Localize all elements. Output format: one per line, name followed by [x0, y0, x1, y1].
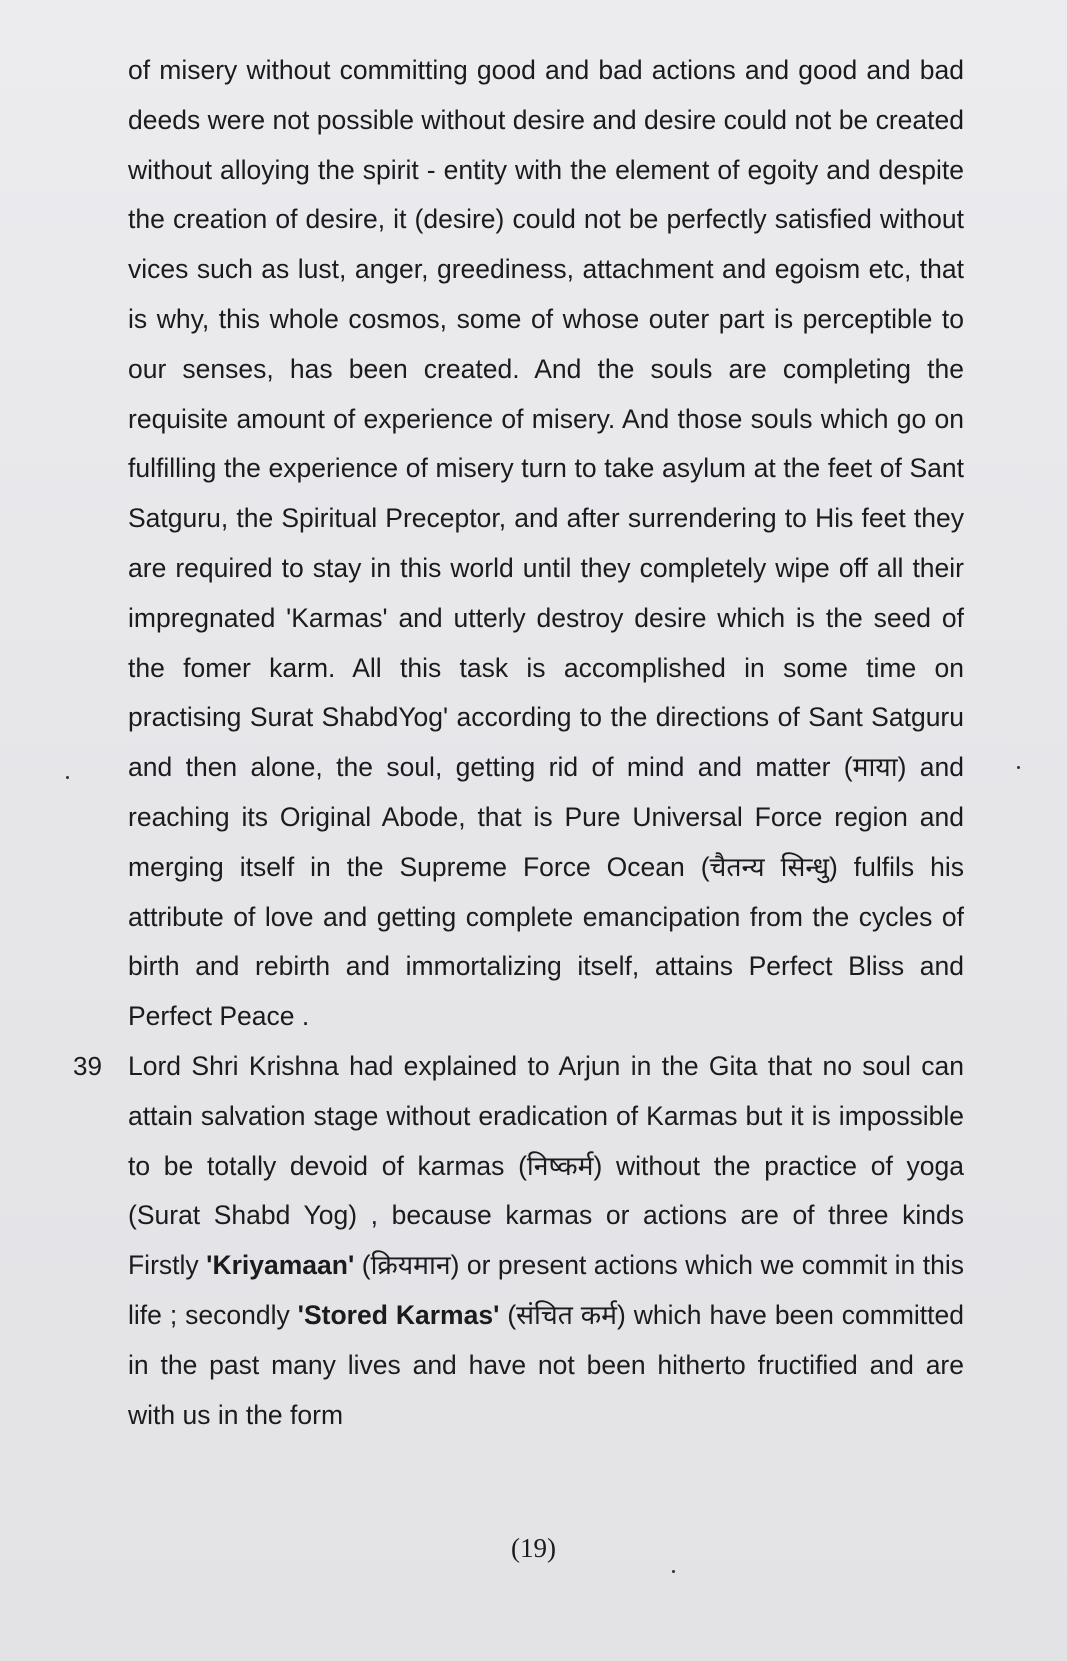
paragraph-continued: of misery without committing good and bad actions and good and bad deeds were not possible without desire and desire could not be created without alloying the spirit - entity with the element of egoity and despite the creation of desire, it (desire) could not be perfectly satisfied without vices such as lust, anger, greediness, attachment and egoism etc, that is why, this whole cosmos, some of whose outer part is perceptible to our senses, has been created. And the souls are completing the requisite amount of experience of misery. And those souls which go on fulfilling the experience of misery turn to take asylum at the feet of Sant Satguru, the Spiritual Preceptor, and after surrendering to His feet they are required to stay in this world until they completely wipe off all their impregnated 'Karmas' and utterly destroy desire which is the seed of the fomer karm. All this task is accomplished in some time on practising Surat ShabdYog' according to the directions of Sant Satguru and then alone, the soul, getting rid of mind and matter (माया) and reaching its Original Abode, that is Pure Universal Force region and merging itself in the Supreme Force Ocean (चैतन्य सिन्धु) fulfils his attribute of love and getting complete emancipation from the cycles of birth and rebirth and immortalizing itself, attains Perfect Bliss and Perfect Peace .: [128, 55, 964, 1032]
paragraph-number: 39: [73, 1050, 102, 1081]
paragraph-text-part-2: (क्रियमान) or present actions which we commit in this life ; secondly: [128, 1250, 965, 1330]
speck: [66, 776, 69, 779]
speck: [672, 1570, 675, 1573]
page-number: (19): [511, 1533, 556, 1563]
term-stored-karmas: 'Stored Karmas': [297, 1299, 500, 1330]
speck: [1017, 766, 1020, 769]
body-text: [73, 46, 965, 1440]
paragraph-39: [73, 1042, 965, 1440]
paragraph-text-part-3: (संचित कर्म) which have been committed in the past many lives and have not been hitherto fructified and are with us in the form: [128, 1299, 964, 1430]
paragraph-text-part-1: Lord Shri Krishna had explained to Arjun in the Gita that no soul can attain salvation stage without eradication of Karmas but it is impossible to be totally devoid of karmas (निष्कर्म) without the practice of yoga (Surat Shabd Yog) , because karmas or actions are of three kinds Firstly: [128, 1050, 964, 1281]
term-kriyamaan: 'Kriyamaan': [206, 1250, 355, 1281]
